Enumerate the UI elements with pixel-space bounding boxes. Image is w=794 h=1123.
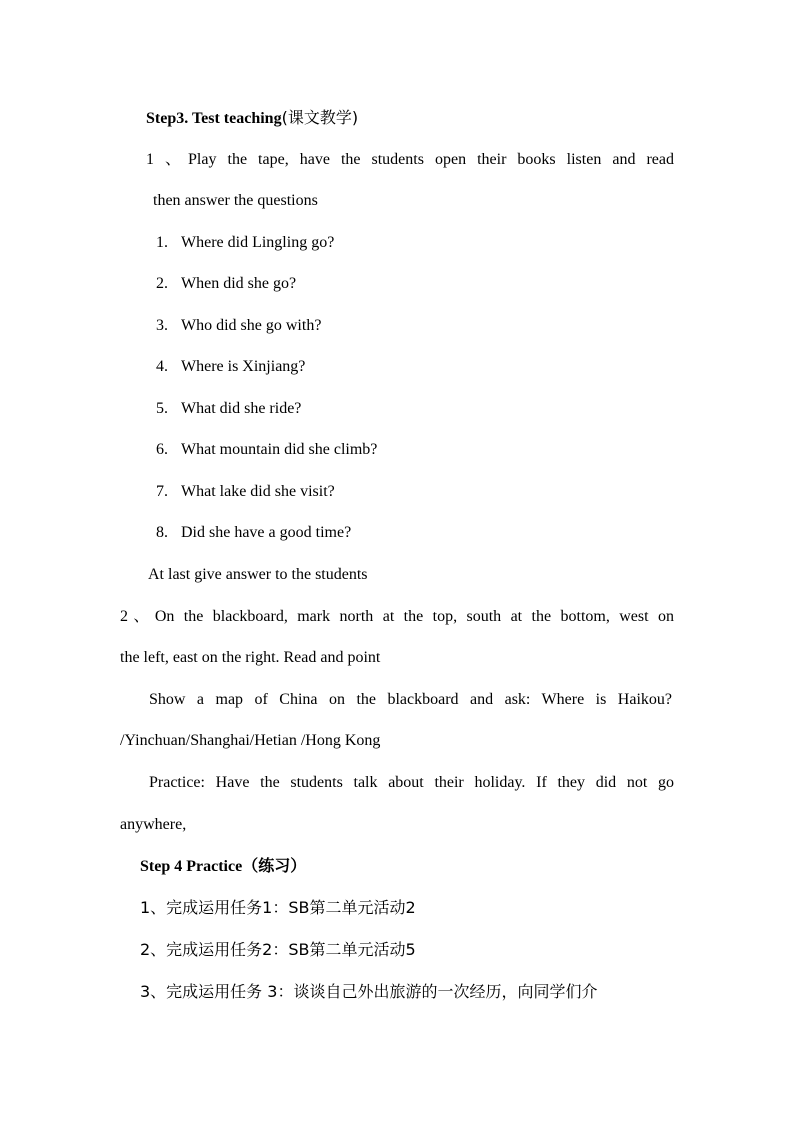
map-line1: Show a map of China on the blackboard and ask: Where is Haikou? xyxy=(149,691,672,708)
question-text: What mountain did she climb? xyxy=(181,441,378,458)
question-item xyxy=(156,440,377,460)
question-number: 5. xyxy=(156,400,168,417)
item2-line2: the left, east on the right. Read and point xyxy=(120,649,381,666)
step3-heading xyxy=(146,108,358,129)
question-number: 6. xyxy=(156,441,168,458)
step3-heading-cn: (课文教学) xyxy=(281,108,359,127)
question-item xyxy=(156,399,301,419)
question-text: What lake did she visit? xyxy=(181,483,335,500)
step4-heading-text: Step 4 Practice xyxy=(140,858,243,875)
question-item xyxy=(156,523,351,543)
question-number: 2. xyxy=(156,275,168,292)
practice-line1: Practice: Have the students talk about their holiday. If they did not go xyxy=(149,774,674,791)
question-item xyxy=(156,357,305,377)
practice-task: 2、完成运用任务2：SB第二单元活动5 xyxy=(140,940,416,959)
step4-heading xyxy=(140,856,306,877)
step4-heading-cn: （练习） xyxy=(242,856,307,875)
question-text: Did she have a good time? xyxy=(181,524,352,541)
map-line2: /Yinchuan/Shanghai/Hetian /Hong Kong xyxy=(120,732,381,749)
practice-line2: anywhere, xyxy=(120,816,187,833)
question-text: Where is Xinjiang? xyxy=(181,358,306,375)
item2-line1: 2、On the blackboard, mark north at the top, south at the bottom, west on xyxy=(120,608,674,625)
question-text: What did she ride? xyxy=(181,400,302,417)
at-last-text: At last give answer to the students xyxy=(148,566,368,583)
practice-task: 1、完成运用任务1：SB第二单元活动2 xyxy=(140,898,416,917)
question-item xyxy=(156,316,321,336)
question-number: 4. xyxy=(156,358,168,375)
question-number: 8. xyxy=(156,524,168,541)
item1-continuation: then answer the questions xyxy=(153,192,318,209)
question-number: 3. xyxy=(156,317,168,334)
question-number: 1. xyxy=(156,234,168,251)
practice-task: 3、完成运用任务 3：谈谈自己外出旅游的一次经历，向同学们介 xyxy=(140,982,598,1001)
item1-lead: 1 、Play the tape, have the students open their books listen and read xyxy=(146,151,674,168)
step3-heading-text: Step3. Test teaching xyxy=(146,110,282,127)
question-text: Who did she go with? xyxy=(181,317,322,334)
question-text: When did she go? xyxy=(181,275,297,292)
question-item xyxy=(156,233,334,253)
question-number: 7. xyxy=(156,483,168,500)
question-text: Where did Lingling go? xyxy=(181,234,335,251)
question-item xyxy=(156,274,296,294)
question-item xyxy=(156,482,335,502)
